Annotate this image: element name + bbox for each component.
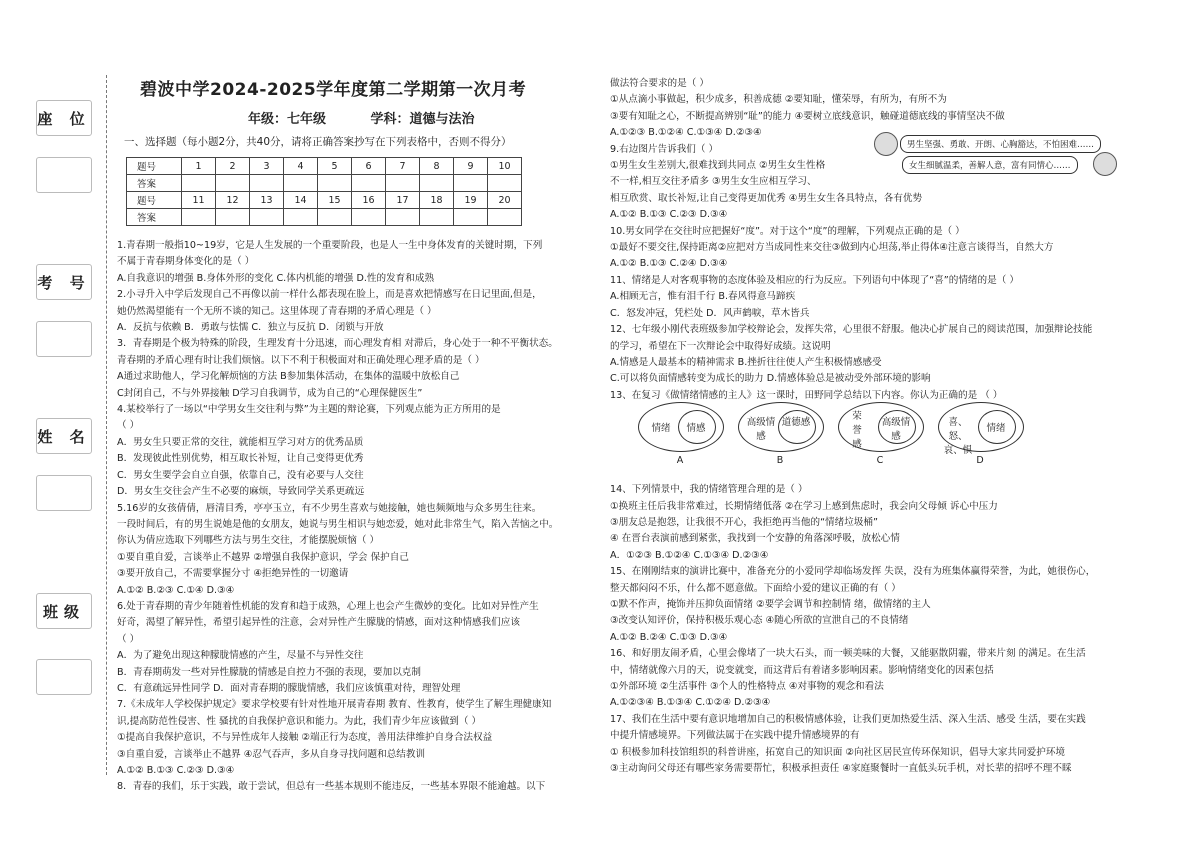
question-line: ①外部环境 ②生活事件 ③个人的性格特点 ④对事物的观念和看法: [610, 681, 884, 692]
question-line: ③改变认知评价，保持积极乐观心态 ④随心所欲的宣泄自己的不良情绪: [610, 615, 909, 627]
class-label: 班级: [36, 593, 92, 629]
table-row: [127, 192, 522, 209]
question-line: 不一样,相互交往矛盾多 ③男生女生应相互学习、: [610, 176, 817, 188]
option-d-inner-label: 情绪: [986, 423, 1006, 434]
class-field[interactable]: [36, 659, 92, 695]
answer-cell[interactable]: [386, 175, 420, 192]
question-line: （ ）: [117, 420, 140, 432]
question-number: 1: [182, 158, 216, 175]
q13-diagram: [638, 400, 1028, 470]
answer-cell[interactable]: [318, 209, 352, 226]
question-line: ①要自重自爱，言谈举止不越界 ②增强自我保护意识，学会 保护自己: [117, 551, 409, 563]
answer-cell[interactable]: [284, 209, 318, 226]
question-number: 5: [318, 158, 352, 175]
answer-cell[interactable]: [182, 175, 216, 192]
binding-line: [106, 75, 107, 775]
question-line: 好奇，渴望了解异性，希望引起异性的注意，会对异性产生朦胧的情感，面对这种情感我们应该: [117, 617, 520, 629]
question-line: ①从点滴小事做起，积少成多，积善成德 ②要知耻，懂荣辱，有所为，有所不为: [610, 94, 947, 106]
question-number: 9: [454, 158, 488, 175]
answer-cell[interactable]: [420, 209, 454, 226]
question-line: 你认为倩应选取下列哪些方法与男生交往，才能摆脱烦恼（ ）: [117, 535, 380, 547]
question-line: 12、七年级小刚代表班级参加学校辩论会，发挥失常，心里很不舒服。他决心扩展自己的阅读范围，加强辩论技能: [610, 324, 1093, 336]
question-line: ①最好不要交往,保持距离②应把对方当成同性来交往③做到内心坦荡,举止得体④注意言谈得当，自然大方: [610, 242, 1054, 254]
answer-cell[interactable]: [250, 209, 284, 226]
exam-number-field[interactable]: [36, 321, 92, 357]
question-line: 9.右边图片告诉我们（ ）: [610, 143, 719, 155]
question-line: 6.处于青春期的青少年随着性机能的发育和趋于成熟，心理上也会产生微妙的变化。比如对异性产生: [117, 600, 539, 612]
answer-table: [126, 157, 522, 226]
option-d-letter: D: [976, 455, 984, 466]
answer-cell[interactable]: [182, 209, 216, 226]
option-a-outer-label: 情绪: [651, 423, 671, 434]
table-row: [127, 158, 522, 175]
answer-cell[interactable]: [420, 175, 454, 192]
question-line: ③自重自爱，言谈举止不越界 ④忍气吞声，多从自身寻找问题和总结教训: [117, 748, 426, 760]
seat-field[interactable]: [36, 157, 92, 193]
question-number: 18: [420, 192, 454, 209]
option-b-letter: B: [776, 455, 784, 466]
exam-title: 碧波中学2024-2025学年度第二学期第一次月考: [140, 80, 527, 100]
question-line: C.可以将负面情感转变为成长的助力 D.情感体验总是被动受外部环境的影响: [610, 373, 931, 385]
question-line: 10.男女同学在交往时应把握好“度”。对于这个“度”的理解，下列观点正确的是（ ）: [610, 225, 965, 237]
answer-cell[interactable]: [386, 209, 420, 226]
option-b-outer-label: 高级情感: [746, 417, 776, 442]
question-number: 4: [284, 158, 318, 175]
exam-number-label: 考 号: [36, 264, 92, 300]
question-line: 14、下列情景中，我的情绪管理合理的是（ ）: [610, 484, 808, 496]
question-line: C．有意疏远异性同学 D．面对青春期的朦胧情感，我们应该慎重对待，理智处理: [117, 682, 461, 694]
question-line: 一段时间后，有的男生说她是他的女朋友，她说与男生相识与她恋爱，她对此非常生气，陷入苦恼之中。: [117, 518, 559, 530]
question-line: 3．青春期是个极为特殊的阶段，生理发育十分迅速，而心理发育相 对滞后，身心处于一种不平衡状态。: [117, 338, 558, 350]
question-line: 7.《未成年人学校保护规定》要求学校要有针对性地开展青春期 教育、性教育，使学生了解生理健康知: [117, 699, 552, 711]
option-c-letter: C: [876, 455, 884, 466]
answer-cell[interactable]: [318, 175, 352, 192]
question-line: 整天都闷闷不乐，什么都不愿意做。下面给小爱的建议正确的有（ ）: [610, 582, 901, 594]
question-line: A.情感是人最基本的精神需求 B.挫折往往使人产生积极情感感受: [610, 356, 882, 368]
question-number: 16: [352, 192, 386, 209]
question-line: ③主动询问父母还有哪些家务需要帮忙，积极承担责任 ④家庭聚餐时一直低头玩手机，对长辈的招呼不理不睬: [610, 763, 1072, 775]
question-line: 不属于青春期身体变化的是（ ）: [117, 256, 255, 268]
section-heading: 一、选择题（每小题2分，共40分，请将正确答案抄写在下列表格中，否则不得分）: [124, 136, 512, 148]
seat-label: 座 位: [36, 100, 92, 136]
answer-cell[interactable]: [284, 175, 318, 192]
question-number: 14: [284, 192, 318, 209]
question-line: ③朋友总是抱怨，让我很不开心，我拒绝再当他的“情绪垃圾桶”: [610, 516, 878, 528]
question-line: 中，情绪就像六月的天，说变就变，而这背后有着诸多影响因素。影响情绪变化的因素包括: [610, 664, 994, 676]
question-line: C．男女生要学会自立自强，依靠自己，没有必要与人交往: [117, 469, 364, 481]
question-line: ①男生女生差别大,很难找到共同点 ②男生女生性格: [610, 160, 826, 172]
question-number: 13: [250, 192, 284, 209]
question-line: 13、在复习《做情绪情感的主人》这一课时，田野同学总结以下内容。你认为正确的是 （ ）: [610, 389, 1003, 401]
name-label: 姓 名: [36, 418, 92, 454]
answer-cell[interactable]: [250, 175, 284, 192]
question-line: A.①② B.①③ C.②③ D.③④: [610, 209, 728, 221]
question-line: 11、情绪是人对客观事物的态度体验及相应的行为反应。下列语句中体现了“喜”的情绪的是（ ）: [610, 274, 1019, 286]
question-number: 15: [318, 192, 352, 209]
option-a-letter: A: [676, 455, 684, 466]
question-line: A.①② B.①③ C.②③ D.③④: [117, 765, 235, 776]
question-number: 20: [488, 192, 522, 209]
question-line: 17、我们在生活中要有意识地增加自己的积极情感体验，让我们更加热爱生活、深入生活、感受 生活，要在实践: [610, 713, 1086, 725]
answer-cell[interactable]: [488, 175, 522, 192]
question-line: ①换班主任后我非常难过，长期情绪低落 ②在学习上感到焦虑时，我会向父母倾 诉心中压力: [610, 500, 998, 512]
table-row: [127, 209, 522, 226]
row-header: 答案: [127, 175, 182, 192]
option-c-inner-label: 高级情感: [881, 417, 911, 442]
question-line: A．反抗与依赖 B．勇敢与怯懦 C．独立与反抗 D．闭锁与开放: [117, 322, 384, 334]
question-line: A.①②③④ B.①③④ C.①②④ D.②③④: [610, 697, 771, 709]
girl-portrait-icon: [1093, 152, 1117, 176]
row-header: 题号: [127, 192, 182, 209]
answer-cell[interactable]: [216, 175, 250, 192]
table-row: [127, 175, 522, 192]
question-line: A．①②③ B.①②④ C.①③④ D.②③④: [610, 549, 769, 561]
question-number: 10: [488, 158, 522, 175]
left-question-column: [117, 238, 558, 796]
question-line: D．男女生交往会产生不必要的麻烦，导致同学关系更疏远: [117, 486, 365, 498]
question-line: 1.青春期一般指10~19岁，它是人生发展的一个重要阶段，也是人一生中身体发育的关键时期，下列: [117, 240, 543, 251]
question-line: 8．青春的我们，乐于实践，敢于尝试，但总有一些基本规则不能违反，一些基本界限不能逾越。以下: [117, 781, 546, 793]
question-line: ③要有知耻之心，不断提高辨别“耻”的能力 ④要树立底线意识，触碰道德底线的事情坚决不做: [610, 110, 1005, 122]
option-d-outer-label: 喜、怒、哀、惧: [943, 417, 973, 456]
question-line: A．为了避免出现这种朦胧情感的产生，尽量不与异性交往: [117, 650, 364, 662]
question-line: 做法符合要求的是（ ）: [610, 78, 709, 89]
girl-speech-bubble: 女生细腻温柔，善解人意，富有同情心……: [902, 156, 1078, 174]
question-line: 识,提高防范性侵害、性 骚扰的自我保护意识和能力。为此，我们青少年应该做到（ ）: [117, 715, 482, 727]
question-line: 5.16岁的女孩倩倩，唇清目秀，亭亭玉立，有不少男生喜欢与她接触，她也频频地与众多男生往来。: [117, 502, 542, 514]
question-line: C封闭自己，不与外界接触 D学习自我调节，成为自己的“心理保健医生”: [117, 387, 423, 399]
question-line: 相互欣赏、取长补短,让自己变得更加优秀 ④男生女生各具特点，各有优势: [610, 192, 923, 204]
boy-portrait-icon: [874, 132, 898, 156]
row-header: 答案: [127, 209, 182, 226]
question-number: 6: [352, 158, 386, 175]
question-line: （ ）: [117, 633, 140, 645]
question-line: 她仍然渴望能有一个无所不谈的知己。这里体现了青春期的矛盾心理是（ ）: [117, 305, 437, 317]
question-number: 8: [420, 158, 454, 175]
question-number: 17: [386, 192, 420, 209]
question-number: 2: [216, 158, 250, 175]
question-line: C．怒发冲冠，凭栏处 D．风声鹤唳，草木皆兵: [610, 307, 810, 319]
question-line: B．发现彼此性别优势，相互取长补短，让自己变得更优秀: [117, 453, 364, 465]
option-c-outer-label: 荣誉感: [852, 411, 862, 450]
row-header: 题号: [127, 158, 182, 175]
option-b-inner-label: 道德感: [781, 417, 811, 428]
question-line: 的学习，希望在下一次辩论会中取得好成绩。这说明: [610, 340, 831, 352]
exam-subtitle: [248, 108, 515, 127]
answer-cell[interactable]: [352, 175, 386, 192]
boy-speech-bubble: 男生坚强、勇敢、开朗、心胸豁达，不怕困难……: [900, 135, 1101, 153]
question-line: A.①② B.②③ C.①④ D.③④: [117, 584, 235, 596]
question-line: A.①②③ B.①②④ C.①③④ D.②③④: [610, 127, 762, 139]
answer-cell[interactable]: [352, 209, 386, 226]
question-line: 中提升情感境界。下列做法属于在实践中提升情感境界的有: [610, 730, 860, 742]
question-line: B．青春期萌发一些对异性朦胧的情感是自控力不强的表现，要加以克制: [117, 666, 421, 678]
question-line: 2.小寻升入中学后发现自己不再像以前一样什么都表现在脸上，而是喜欢把情感写在日记里面,但是，: [117, 289, 542, 301]
question-number: 7: [386, 158, 420, 175]
question-line: 4.某校举行了一场以“中学男女生交往利与弊”为主题的辩论赛，下列观点能为正方所用的是: [117, 404, 501, 416]
question-line: ① 积极参加科技馆组织的科普讲座，拓宽自己的知识面 ②向社区居民宣传环保知识，倡导大家共同爱护环境: [610, 746, 1066, 758]
question-number: 12: [216, 192, 250, 209]
question-line: A.①② B.①③ C.②④ D.③④: [610, 258, 728, 270]
question-number: 19: [454, 192, 488, 209]
question-line: A．男女生只要正常的交往，就能相互学习对方的优秀品质: [117, 436, 364, 448]
question-number: 11: [182, 192, 216, 209]
grade-label: 年级：七年级: [248, 112, 327, 127]
question-line: ①默不作声，掩饰并压抑负面情绪 ②要学会调节和控制情 绪，做情绪的主人: [610, 598, 931, 610]
question-line: A.自我意识的增强 B.身体外形的变化 C.体内机能的增强 D.性的发育和成熟: [117, 272, 435, 284]
answer-cell[interactable]: [216, 209, 250, 226]
question-line: 16、和好朋友闹矛盾，心里会像堵了一块大石头，而一顿美味的大餐，又能驱散阴霾，带来片刻 的满足。在生活: [610, 648, 1086, 660]
question-line: A通过求助他人，学习化解烦恼的方法 B参加集体活动，在集体的温暖中放松自己: [117, 371, 460, 383]
question-number: 3: [250, 158, 284, 175]
answer-cell[interactable]: [454, 209, 488, 226]
subject-label: 学科：道德与法治: [370, 112, 475, 127]
question-line: A.①② B.②④ C.①③ D.③④: [610, 631, 728, 643]
question-line: 15、在刚刚结束的演讲比赛中，准备充分的小爱同学却临场发挥 失误，没有为班集体赢得荣誉，为此，她很伤心，: [610, 566, 1096, 578]
question-line: ①提高自我保护意识，不与异性成年人接触 ②端正行为态度，善用法律维护自身合法权益: [117, 732, 493, 744]
question-line: 青春期的矛盾心理有时让我们烦恼。以下不利于积极面对和正确处理心理矛盾的是（ ）: [117, 354, 485, 366]
question-line: ③要开放自己，不需要掌握分寸 ④拒绝异性的一切邀请: [117, 568, 349, 580]
question-line: ④ 在晋台表演前感到紧张，我找到一个安静的角落深呼吸，放松心情: [610, 533, 900, 545]
name-field[interactable]: [36, 475, 92, 511]
answer-cell[interactable]: [454, 175, 488, 192]
question-line: A.相顾无言，惟有泪千行 B.春风得意马蹄疾: [610, 291, 796, 303]
answer-cell[interactable]: [488, 209, 522, 226]
option-a-inner-label: 情感: [686, 423, 706, 434]
